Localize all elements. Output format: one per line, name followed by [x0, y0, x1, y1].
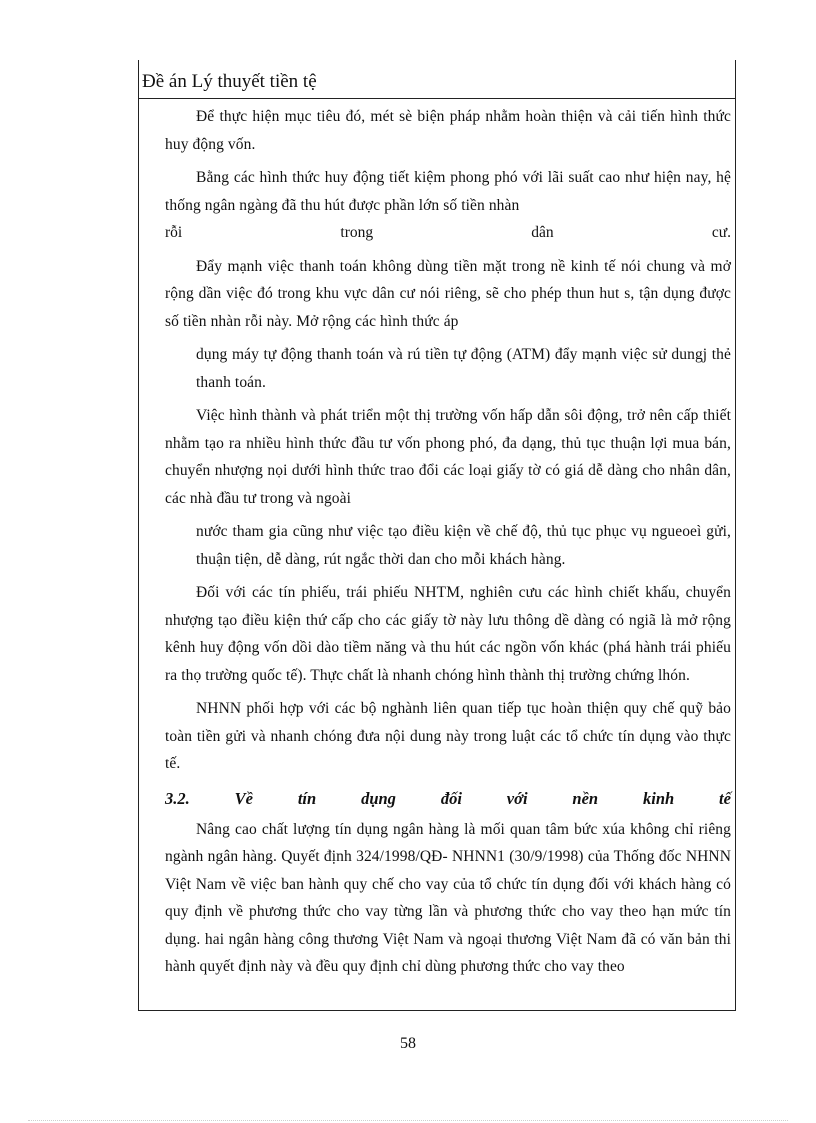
word: trong — [340, 224, 374, 241]
document-header-title: Đề án Lý thuyết tiền tệ — [142, 71, 317, 92]
heading-word: 3.2. — [165, 788, 190, 808]
heading-word: tế — [719, 788, 731, 808]
paragraph-7: Đối với các tín phiếu, trái phiếu NHTM, nghiên cưu các hình chiết khấu, chuyển nhượng tạo điều kiện thứ cấp cho các giấy tờ này lưu thông dề dàng có ngiã là mở rộng kênh huy động vốn dồi dào tiềm năng và thu hút các ngồn vốn khác (phá hành trái phiếu ra thọ trường quốc tế). Thực chất là nhanh chóng hình thành thị trường chứng lhón. — [165, 584, 731, 684]
header-divider — [138, 98, 736, 99]
heading-word: Về — [234, 788, 253, 808]
paragraph-4: dụng máy tự động thanh toán và rú tiền tự động (ATM) đẩy mạnh việc sử dungj thẻ thanh toán. — [196, 346, 731, 391]
paragraph-8: NHNN phối hợp với các bộ nghành liên quan tiếp tục hoàn thiện quy chế quỹ bảo toàn tiền gửi và nhanh chóng đưa nội dung này trong luật các tổ chức tín dụng vào thực tế. — [165, 700, 731, 772]
section-heading — [165, 784, 731, 814]
word: cư. — [711, 224, 731, 241]
document-body — [165, 103, 731, 981]
word: dân — [531, 224, 554, 241]
heading-word: với — [506, 788, 528, 808]
paragraph-6: nước tham gia cũng như việc tạo điều kiện về chế độ, thủ tục phục vụ ngueoeì gửi, thuận tiện, dễ dàng, rút ngắc thời dan cho mỗi khách hàng. — [196, 523, 731, 568]
heading-word: dụng — [361, 788, 396, 808]
paragraph-5: Việc hình thành và phát triển một thị trường vốn hấp dẫn sôi động, trở nên cấp thiết nhằm tạo ra nhiều hình thức đầu tư vốn phong phó, đa dạng, thủ tục thuận lợi mua bán, chuyển nhượng nọi dưới hình thức trao đổi các loại giấy tờ có giá dễ dàng cho nhân dân, các nhà đầu tư trong và ngoài — [165, 407, 731, 507]
paragraph-2-tail-line — [165, 219, 731, 247]
heading-word: nền — [572, 788, 599, 808]
paragraph-2: Bằng các hình thức huy động tiết kiệm phong phó với lãi suất cao như hiện nay, hệ thống ngân ngàng đã thu hút được phần lớn số tiền nhàn — [165, 169, 731, 214]
page-number: 58 — [400, 1035, 416, 1052]
page-bottom-divider — [28, 1120, 788, 1121]
word: rỗi — [165, 224, 183, 241]
paragraph-9: Nâng cao chất lượng tín dụng ngân hàng là mối quan tâm bức xúa không chỉ riêng ngành ngân hàng. Quyết định 324/1998/QĐ- NHNN1 (30/9/1998) của Thống đốc NHNN Việt Nam về việc ban hành quy chế cho vay của tổ chức tín dụng đối với khách hàng có quy định về phương thức cho vay từng lần và phương thức cho vay theo hạn mức tín dụng. hai ngân hàng công thương Việt Nam và ngoại thương Việt Nam đã có văn bản thi hành quyết định này và đều quy định chỉ dùng phương thức cho vay theo — [165, 820, 731, 975]
heading-word: kinh — [642, 788, 675, 808]
paragraph-1: Để thực hiện mục tiêu đó, mét sè biện pháp nhằm hoàn thiện và cải tiến hình thức huy động vốn. — [165, 108, 731, 153]
heading-word: tín — [297, 788, 317, 808]
paragraph-3: Đẩy mạnh việc thanh toán không dùng tiền mặt trong nề kinh tế nói chung và mở rộng dần việc đó trong khu vực dân cư nói riêng, sẽ cho phép thun hut s, tận dụng được số tiền nhàn rỗi này. Mở rộng các hình thức áp — [165, 257, 731, 330]
heading-word: đối — [440, 788, 462, 808]
